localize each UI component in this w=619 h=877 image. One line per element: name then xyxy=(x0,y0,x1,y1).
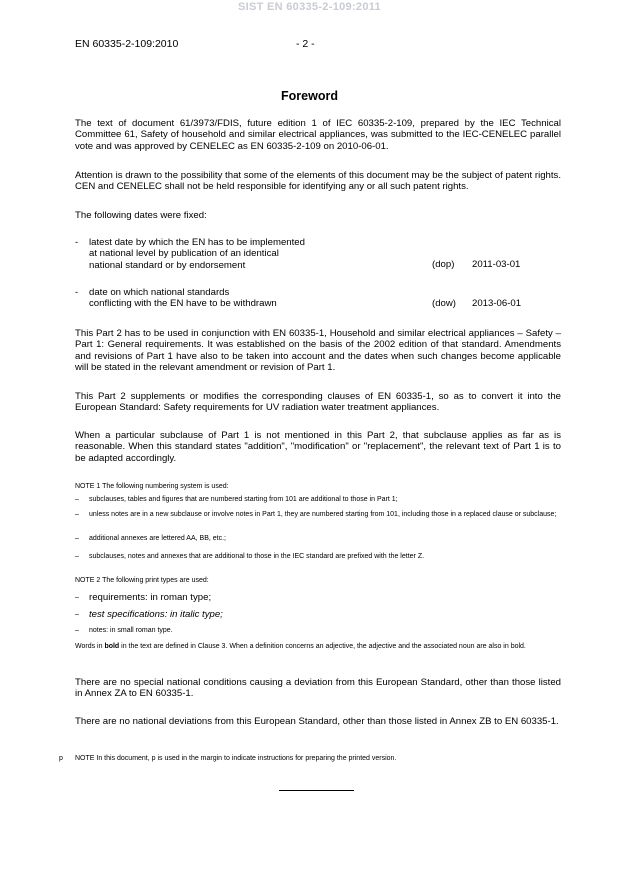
date-description-line: date on which national standards xyxy=(89,287,230,298)
date-row-dop xyxy=(75,237,561,273)
date-description-line: at national level by publication of an identical xyxy=(89,248,279,260)
note2-title: NOTE 2 The following print types are used: xyxy=(75,577,209,584)
list-dash: – xyxy=(75,594,79,601)
paragraph-patent: Attention is drawn to the possibility that some of the elements of this document may be the subject of patent rights. CEN and CENELEC shall not be held responsible for identifying any or all such patent rights. xyxy=(75,170,561,193)
date-description xyxy=(89,287,389,310)
header-doc-id: EN 60335-2-109:2010 xyxy=(75,38,179,50)
date-description-line: national standard or by endorsement xyxy=(89,259,246,271)
paragraph-supplements: This Part 2 supplements or modifies the corresponding clauses of EN 60335-1, so as to convert it into the European Standard: Safety requirements for UV radiation water treatment appliances. xyxy=(75,391,561,414)
paragraph-special-conditions: There are no special national conditions causing a deviation from this European Standard, other than those listed in Annex ZA to EN 60335-1. xyxy=(75,677,561,700)
note1-item-text: subclauses, tables and figures that are numbered starting from 101 are additional to those in Part 1; xyxy=(89,496,398,503)
date-code: (dow) xyxy=(432,298,456,309)
date-description-line: conflicting with the EN have to be withdrawn xyxy=(89,298,277,310)
paragraph-dates-intro: The following dates were fixed: xyxy=(75,210,207,221)
date-description-line: latest date by which the EN has to be implemented xyxy=(89,237,305,248)
paragraph-subclause: When a particular subclause of Part 1 is not mentioned in this Part 2, that subclause applies as far as is reasonable. When this standard states "addition", "modification" or "replacement", the relevant text of Part 1 is to be adapted accordingly. xyxy=(75,430,561,464)
date-code: (dop) xyxy=(432,259,455,270)
note1-title: NOTE 1 The following numbering system is used: xyxy=(75,483,229,490)
list-dash: – xyxy=(75,627,79,634)
list-dash: – xyxy=(75,535,79,542)
note1-item-text: unless notes are in a new subclause or involve notes in Part 1, they are numbered starting from 101, including those in a replaced clause or subclause; xyxy=(89,511,557,518)
bold-definition-note xyxy=(75,643,561,651)
list-dash: - xyxy=(75,237,79,248)
bold-note-text: Words in xyxy=(75,643,105,650)
date-value: 2013-06-01 xyxy=(472,298,522,309)
note2-item-text: notes: in small roman type. xyxy=(89,627,173,634)
date-row-dow xyxy=(75,287,561,311)
paragraph-intro: The text of document 61/3973/FDIS, future edition 1 of IEC 60335-2-109, prepared by the IEC Technical Committee 61, Safety of household and similar electrical appliances, was submitted to the IEC-CENELEC parallel vote and was approved by CENELEC as EN 60335-2-109 on 2010-06-01. xyxy=(75,118,561,152)
note2-item-text: requirements: in roman type; xyxy=(89,592,212,603)
list-dash: – xyxy=(75,496,79,503)
note2-item-text: test specifications: in italic type; xyxy=(89,609,223,620)
paragraph-part1-usage: This Part 2 has to be used in conjunction with EN 60335-1, Household and similar electrical appliances – Safety – Part 1: General requirements. It was established on the basis of the 2002 edition of that standard. Amendments and revisions of Part 1 have also to be taken into account and the dates when such changes become applicable will be stated in the relevant amendment or revision of Part 1. xyxy=(75,328,561,373)
watermark: SIST EN 60335-2-109:2011 xyxy=(238,1,381,13)
list-dash: - xyxy=(75,287,79,298)
date-value: 2011-03-01 xyxy=(472,259,521,270)
note1-item-text: subclauses, notes and annexes that are additional to those in the IEC standard are prefixed with the letter Z. xyxy=(89,553,425,560)
end-rule xyxy=(279,790,354,791)
margin-marker: p xyxy=(59,755,63,762)
paragraph-national-deviations: There are no national deviations from this European Standard, other than those listed in Annex ZB to EN 60335-1. xyxy=(75,716,559,727)
bold-note-keyword: bold xyxy=(104,643,120,650)
list-dash: – xyxy=(75,611,79,618)
margin-note: NOTE In this document, p is used in the margin to indicate instructions for preparing the printed version. xyxy=(75,755,397,762)
header-page-number: - 2 - xyxy=(296,38,315,50)
page-title: Foreword xyxy=(281,89,338,103)
note1-item-text: additional annexes are lettered AA, BB, etc.; xyxy=(89,535,226,542)
list-dash: – xyxy=(75,511,79,518)
list-dash: – xyxy=(75,553,79,560)
bold-note-text: in the text are defined in Clause 3. When a definition concerns an adjective, the adjective and the associated noun are also in bold. xyxy=(119,643,526,650)
date-description xyxy=(89,237,389,271)
